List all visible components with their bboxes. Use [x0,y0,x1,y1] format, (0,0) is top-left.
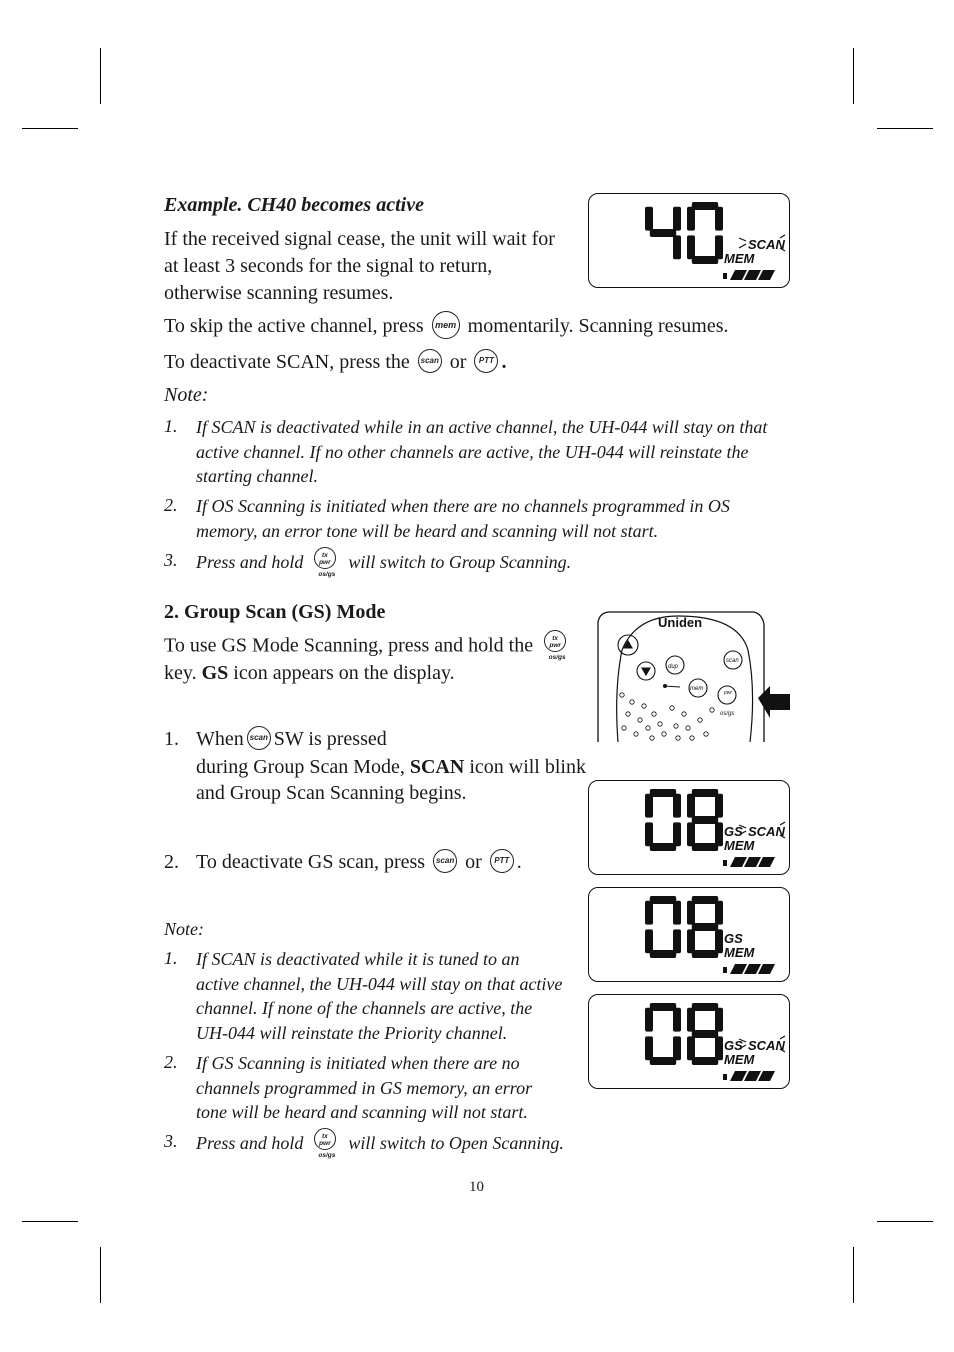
note-text: will switch to Group Scanning. [348,552,572,573]
tx-pwr-button-icon [542,630,570,660]
scan-indicator: SCAN [748,237,785,252]
skip-instruction [164,313,729,341]
crop-mark [22,1221,78,1222]
lcd-display [588,887,790,982]
os-gs-label: os/gs [548,654,566,661]
step-text: during Group Scan Mode, [196,756,405,778]
crop-mark [853,1247,854,1303]
scan-indicator: SCAN [748,824,785,839]
step-text: SW is pressed [273,728,387,750]
note-text: Press and hold [196,1133,304,1154]
scan-button-icon: scan [418,349,442,373]
step-bold: SCAN [409,756,465,778]
step-text: When [196,728,244,750]
note-item [196,494,730,543]
note-line: UH-044 will reinstate the Priority channel. [196,1022,508,1043]
note-number: 2. [164,495,178,515]
step-number: 2. [164,851,179,873]
tx-label: tx [552,635,559,642]
note-text: Press and hold [196,552,304,573]
radio-illustration [588,610,794,745]
gs-text: icon appears on the display. [233,662,455,684]
example-heading: Example. CH40 becomes active [164,194,424,216]
note-number: 3. [164,550,178,570]
note-line: channels programmed in GS memory, an error [196,1077,533,1098]
gs-line [164,632,574,662]
scan-button-icon: scan [433,849,457,873]
crop-mark [22,128,78,129]
mem-indicator: MEM [724,945,755,960]
tx-pwr-button-icon [312,547,340,577]
gs-line [164,660,455,687]
note-line: memory, an error tone will be heard and scanning will not start. [196,520,659,541]
note-line: If SCAN is deactivated while in an active channel, the UH-044 will stay on that [196,417,768,437]
crop-mark [100,48,101,104]
mem-button-icon: mem [432,311,460,339]
step-line: and Group Scan Scanning begins. [196,782,467,804]
pwr-label: pwr [319,559,331,566]
or-text: or [465,851,482,873]
tx-pwr-button-icon [312,1128,340,1158]
note-label: Note: [164,919,204,939]
scan-button-icon: scan [247,726,271,750]
pwr-label: pwr [549,642,561,649]
period: . [501,351,507,373]
scan-key-label: scan [726,658,739,664]
tx-label: tx [321,1133,328,1140]
deactivate-instruction [164,349,506,376]
deactivate-text: To deactivate SCAN, press the [164,351,410,373]
period: . [516,851,522,873]
note-label: Note: [164,384,209,406]
note-line: If OS Scanning is initiated when there are no channels programmed in OS [196,496,730,516]
note-number: 3. [164,1131,178,1151]
step-line [196,849,522,876]
note-line: active channel, the UH-044 will stay on that active [196,973,563,994]
tx-label: tx [321,552,328,559]
note-item [196,415,767,489]
crop-mark [877,128,933,129]
crop-mark [853,48,854,104]
ptt-button-icon: PTT [474,349,498,373]
example-line: otherwise scanning resumes. [164,282,394,304]
lcd-display [588,193,790,288]
step-number: 1. [164,728,179,750]
crop-mark [877,1221,933,1222]
note-text: will switch to Open Scanning. [348,1133,564,1154]
step-line [196,754,586,781]
ptt-button-icon: PTT [490,849,514,873]
note-number: 2. [164,1052,178,1072]
tx-key-label: pwr [724,690,733,696]
note-line: tone will be heard and scanning will not start. [196,1102,528,1122]
note-number: 1. [164,416,178,436]
note-line: channel. If none of the channels are active, the [196,998,533,1018]
gs-text: To use GS Mode Scanning, press and hold the [164,634,534,657]
crop-mark [100,1247,101,1303]
skip-text: momentarily. Scanning resumes. [467,315,729,337]
step-text: icon will blink [469,756,586,778]
or-text: or [449,351,467,373]
scan-indicator: SCAN [748,1038,785,1053]
mem-key-label: mem [690,686,704,692]
note-number: 1. [164,948,178,968]
mem-indicator: MEM [724,251,755,266]
note-line: active channel. If no other channels are active, the UH-044 will reinstate the [196,441,749,462]
gs-heading: 2. Group Scan (GS) Mode [164,601,386,623]
pwr-label: pwr [319,1140,331,1147]
gs-bold: GS [201,662,229,684]
example-line: at least 3 seconds for the signal to return, [164,255,493,277]
dup-key-label: dup [668,664,679,670]
os-gs-label: os/gs [318,1152,336,1159]
pointer-arrow-icon [758,686,790,718]
lcd-display [588,780,790,875]
note-line: If GS Scanning is initiated when there are no [196,1053,520,1073]
os-gs-label: os/gs [318,571,336,578]
step-line [196,726,387,753]
page-number: 10 [469,1179,484,1195]
note-item [196,1130,564,1160]
mem-indicator: MEM [724,1052,755,1067]
step-text: To deactivate GS scan, press [196,851,426,873]
note-line: If SCAN is deactivated while it is tuned to an [196,949,520,969]
gs-text: key. [164,662,197,684]
note-item [196,947,562,1045]
gs-indicator: GS [724,1038,743,1053]
gs-indicator: GS [724,824,743,839]
radio-brand: Uniden [658,615,703,630]
mem-indicator: MEM [724,838,755,853]
note-item [196,549,571,579]
example-line: If the received signal cease, the unit will wait for [164,228,555,250]
os-gs-key-label: os/gs [720,711,735,717]
note-line: starting channel. [196,466,318,486]
lcd-display [588,994,790,1089]
skip-text: To skip the active channel, press [164,315,424,337]
gs-indicator: GS [724,931,743,946]
note-item [196,1051,532,1125]
